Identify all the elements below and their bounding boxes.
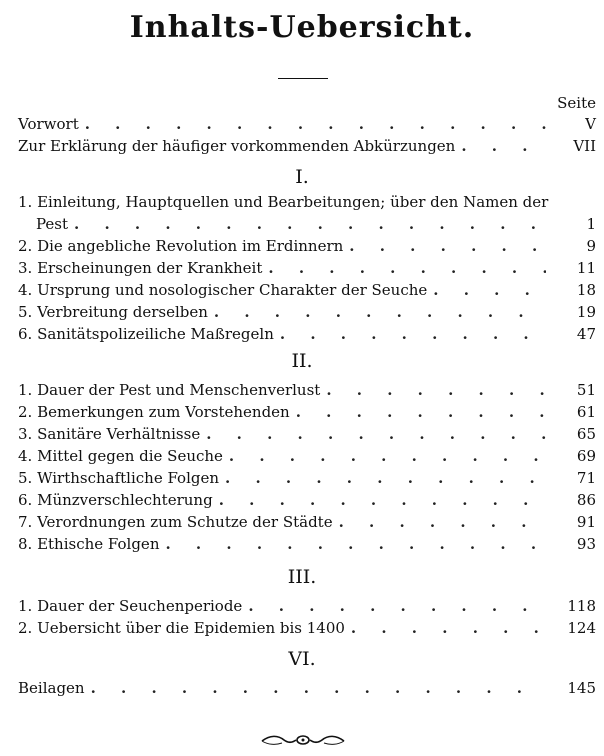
section-heading-3: III. [287,566,317,588]
toc-entry [18,400,596,422]
section-heading-4: VI. [288,648,316,670]
toc-entry-text: 4. Mittel gegen die Seuche [18,447,223,465]
toc-page-number: 65 [576,425,596,443]
toc-page-number: 91 [576,513,596,531]
ornament-flourish-icon [260,732,346,748]
toc-entry [18,616,596,638]
leader-dots [433,280,546,300]
leader-dots [206,424,546,444]
section-heading-1: I. [295,166,309,188]
toc-entry-text: 2. Uebersicht über die Epidemien bis 1400 [18,619,345,637]
leader-dots [268,258,546,278]
toc-entry-vorwort [18,112,596,134]
toc-entry-abkuerzungen [18,134,596,156]
leader-dots [339,512,546,532]
toc-page-number: 11 [576,259,596,277]
toc-entry-text: 7. Verordnungen zum Schutze der Städte [18,513,333,531]
toc-page-number: 71 [576,469,596,487]
toc-entry-text: 2. Bemerkungen zum Vorstehenden [18,403,290,421]
leader-dots [214,302,546,322]
leader-dots [461,136,546,156]
toc-page-number: 124 [567,619,596,637]
toc-entry-text: 3. Sanitäre Verhältnisse [18,425,201,443]
toc-page-number: 93 [576,535,596,553]
leader-dots [296,402,546,422]
toc-entry [18,444,596,466]
toc-entry-text-line1: 1. Einleitung, Hauptquellen und Bearbeitungen; über den Namen der [18,193,549,211]
toc-entry-text: 2. Die angebliche Revolution im Erdinnern [18,237,344,255]
toc-entry-text: 6. Sanitätspolizeiliche Maßregeln [18,325,274,343]
toc-entry-text: Vorwort [18,115,79,133]
leader-dots [91,678,546,698]
title-rule [278,78,328,79]
leader-dots [74,214,546,234]
toc-entry-text: 8. Ethische Folgen [18,535,160,553]
toc-entry [18,378,596,400]
toc-page-number: 86 [576,491,596,509]
toc-page-number: 118 [567,597,596,615]
toc-entry-beilagen [18,676,596,698]
leader-dots [229,446,546,466]
page-column-header: Seite [557,94,596,112]
toc-entry-text: Beilagen [18,679,85,697]
toc-entry [18,532,596,554]
toc-page-number: 145 [567,679,596,697]
toc-page-number: 51 [576,381,596,399]
leader-dots [85,114,546,134]
toc-page-number: VII [573,137,596,155]
leader-dots [349,236,546,256]
section-heading-2: II. [291,350,313,372]
toc-entry [18,510,596,532]
toc-page-number: 9 [586,237,596,255]
toc-entry [18,300,596,322]
toc-entry-text: 1. Dauer der Pest und Menschenverlust [18,381,321,399]
toc-entry-text: 1. Dauer der Seuchenperiode [18,597,243,615]
toc-page-number: 47 [576,325,596,343]
leader-dots [326,380,546,400]
toc-entry [18,234,596,256]
leader-dots [165,534,546,554]
toc-entry [36,212,596,234]
toc-entry [18,466,596,488]
toc-entry-text: 5. Wirthschaftliche Folgen [18,469,220,487]
toc-page-number: 19 [576,303,596,321]
toc-entry [18,278,596,300]
toc-entry [18,488,596,510]
leader-dots [225,468,546,488]
leader-dots [219,490,546,510]
toc-entry [18,422,596,444]
toc-page-number: 1 [586,215,596,233]
toc-entry [18,594,596,616]
toc-entry [18,322,596,344]
toc-page-number: 18 [576,281,596,299]
leader-dots [248,596,546,616]
toc-page-number: 69 [576,447,596,465]
toc-entry-text: Zur Erklärung der häufiger vorkommenden Abkürzungen [18,137,456,155]
toc-entry-text: 3. Erscheinungen der Krankheit [18,259,263,277]
toc-entry-text: 6. Münzverschlechterung [18,491,213,509]
page-title: Inhalts-Uebersicht. [129,10,475,45]
toc-entry-text: 4. Ursprung und nosologischer Charakter der Seuche [18,281,428,299]
leader-dots [280,324,546,344]
toc-entry-text: 5. Verbreitung derselben [18,303,208,321]
leader-dots [351,618,546,638]
toc-entry [18,256,596,278]
toc-entry-text: Pest [36,215,69,233]
toc-page-number: 61 [576,403,596,421]
toc-page-number: V [585,115,596,133]
